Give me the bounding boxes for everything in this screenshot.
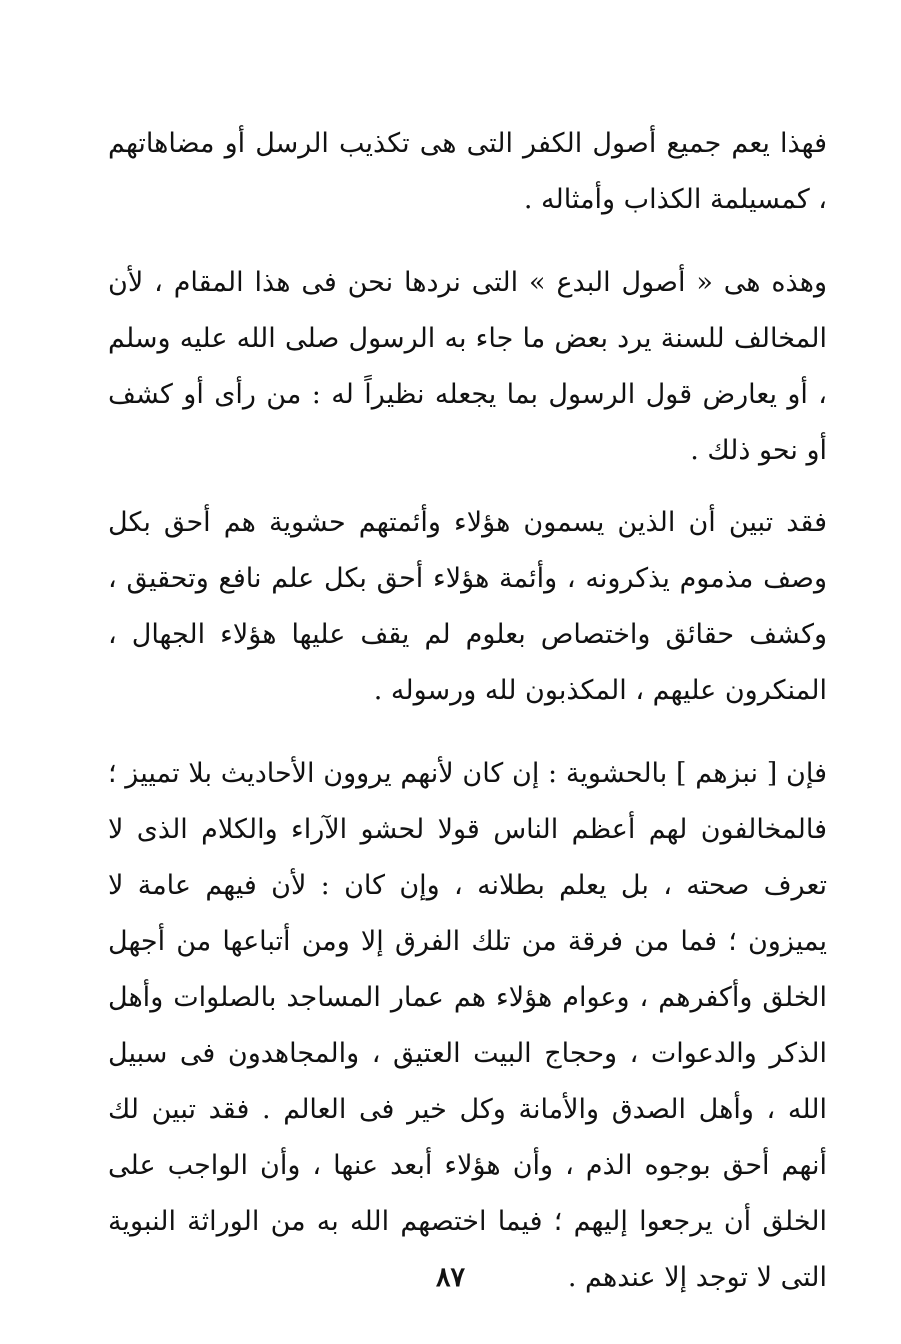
page-number: ٨٧ xyxy=(435,1262,465,1293)
paragraph-3: فقد تبين أن الذين يسمون هؤلاء وأئمتهم حشوية هم أحق بكل وصف مذموم يذكرونه ، وأئمة هؤلاء أحق بكل علم نافع وتحقيق ، وكشف حقائق واختصاص بعلوم لم يقف عليها هؤلاء الجهال ، المنكرون عليهم ، المكذبون لله ورسوله . xyxy=(108,507,827,706)
paragraph-2: وهذه هى « أصول البدع » التى نردها نحن فى هذا المقام ، لأن المخالف للسنة يرد بعض ما جاء به الرسول صلى الله عليه وسلم ، أو يعارض قول الرسول بما يجعله نظيراً له : من رأى أو كشف أو نحو ذلك . xyxy=(108,267,827,466)
paragraph-4: فإن [ نبزهم ] بالحشوية : إن كان لأنهم يروون الأحاديث بلا تمييز ؛ فالمخالفون لهم أعظم الناس قولا لحشو الآراء والكلام الذى لا تعرف صحته ، بل يعلم بطلانه ، وإن كان : لأن فيهم عامة لا يميزون ؛ فما من فرقة من تلك الفرق إلا ومن أتباعها من أجهل الخلق وأكفرهم ، وعوام هؤلاء هم عمار المساجد بالصلوات وأهل الذكر والدعوات ، وحجاج البيت العتيق ، والمجاهدون فى سبيل الله ، وأهل الصدق والأمانة وكل خير فى العالم . فقد تبين لك أنهم أحق بوجوه الذم ، وأن هؤلاء أبعد عنها ، وأن الواجب على الخلق أن يرجعوا إليهم ؛ فيما اختصهم الله به من الوراثة النبوية التى لا توجد إلا عندهم . xyxy=(108,758,827,1293)
paragraph-1: فهذا يعم جميع أصول الكفر التى هى تكذيب الرسل أو مضاهاتهم ، كمسيلمة الكذاب وأمثاله . xyxy=(108,128,827,215)
main-text xyxy=(108,116,827,1306)
